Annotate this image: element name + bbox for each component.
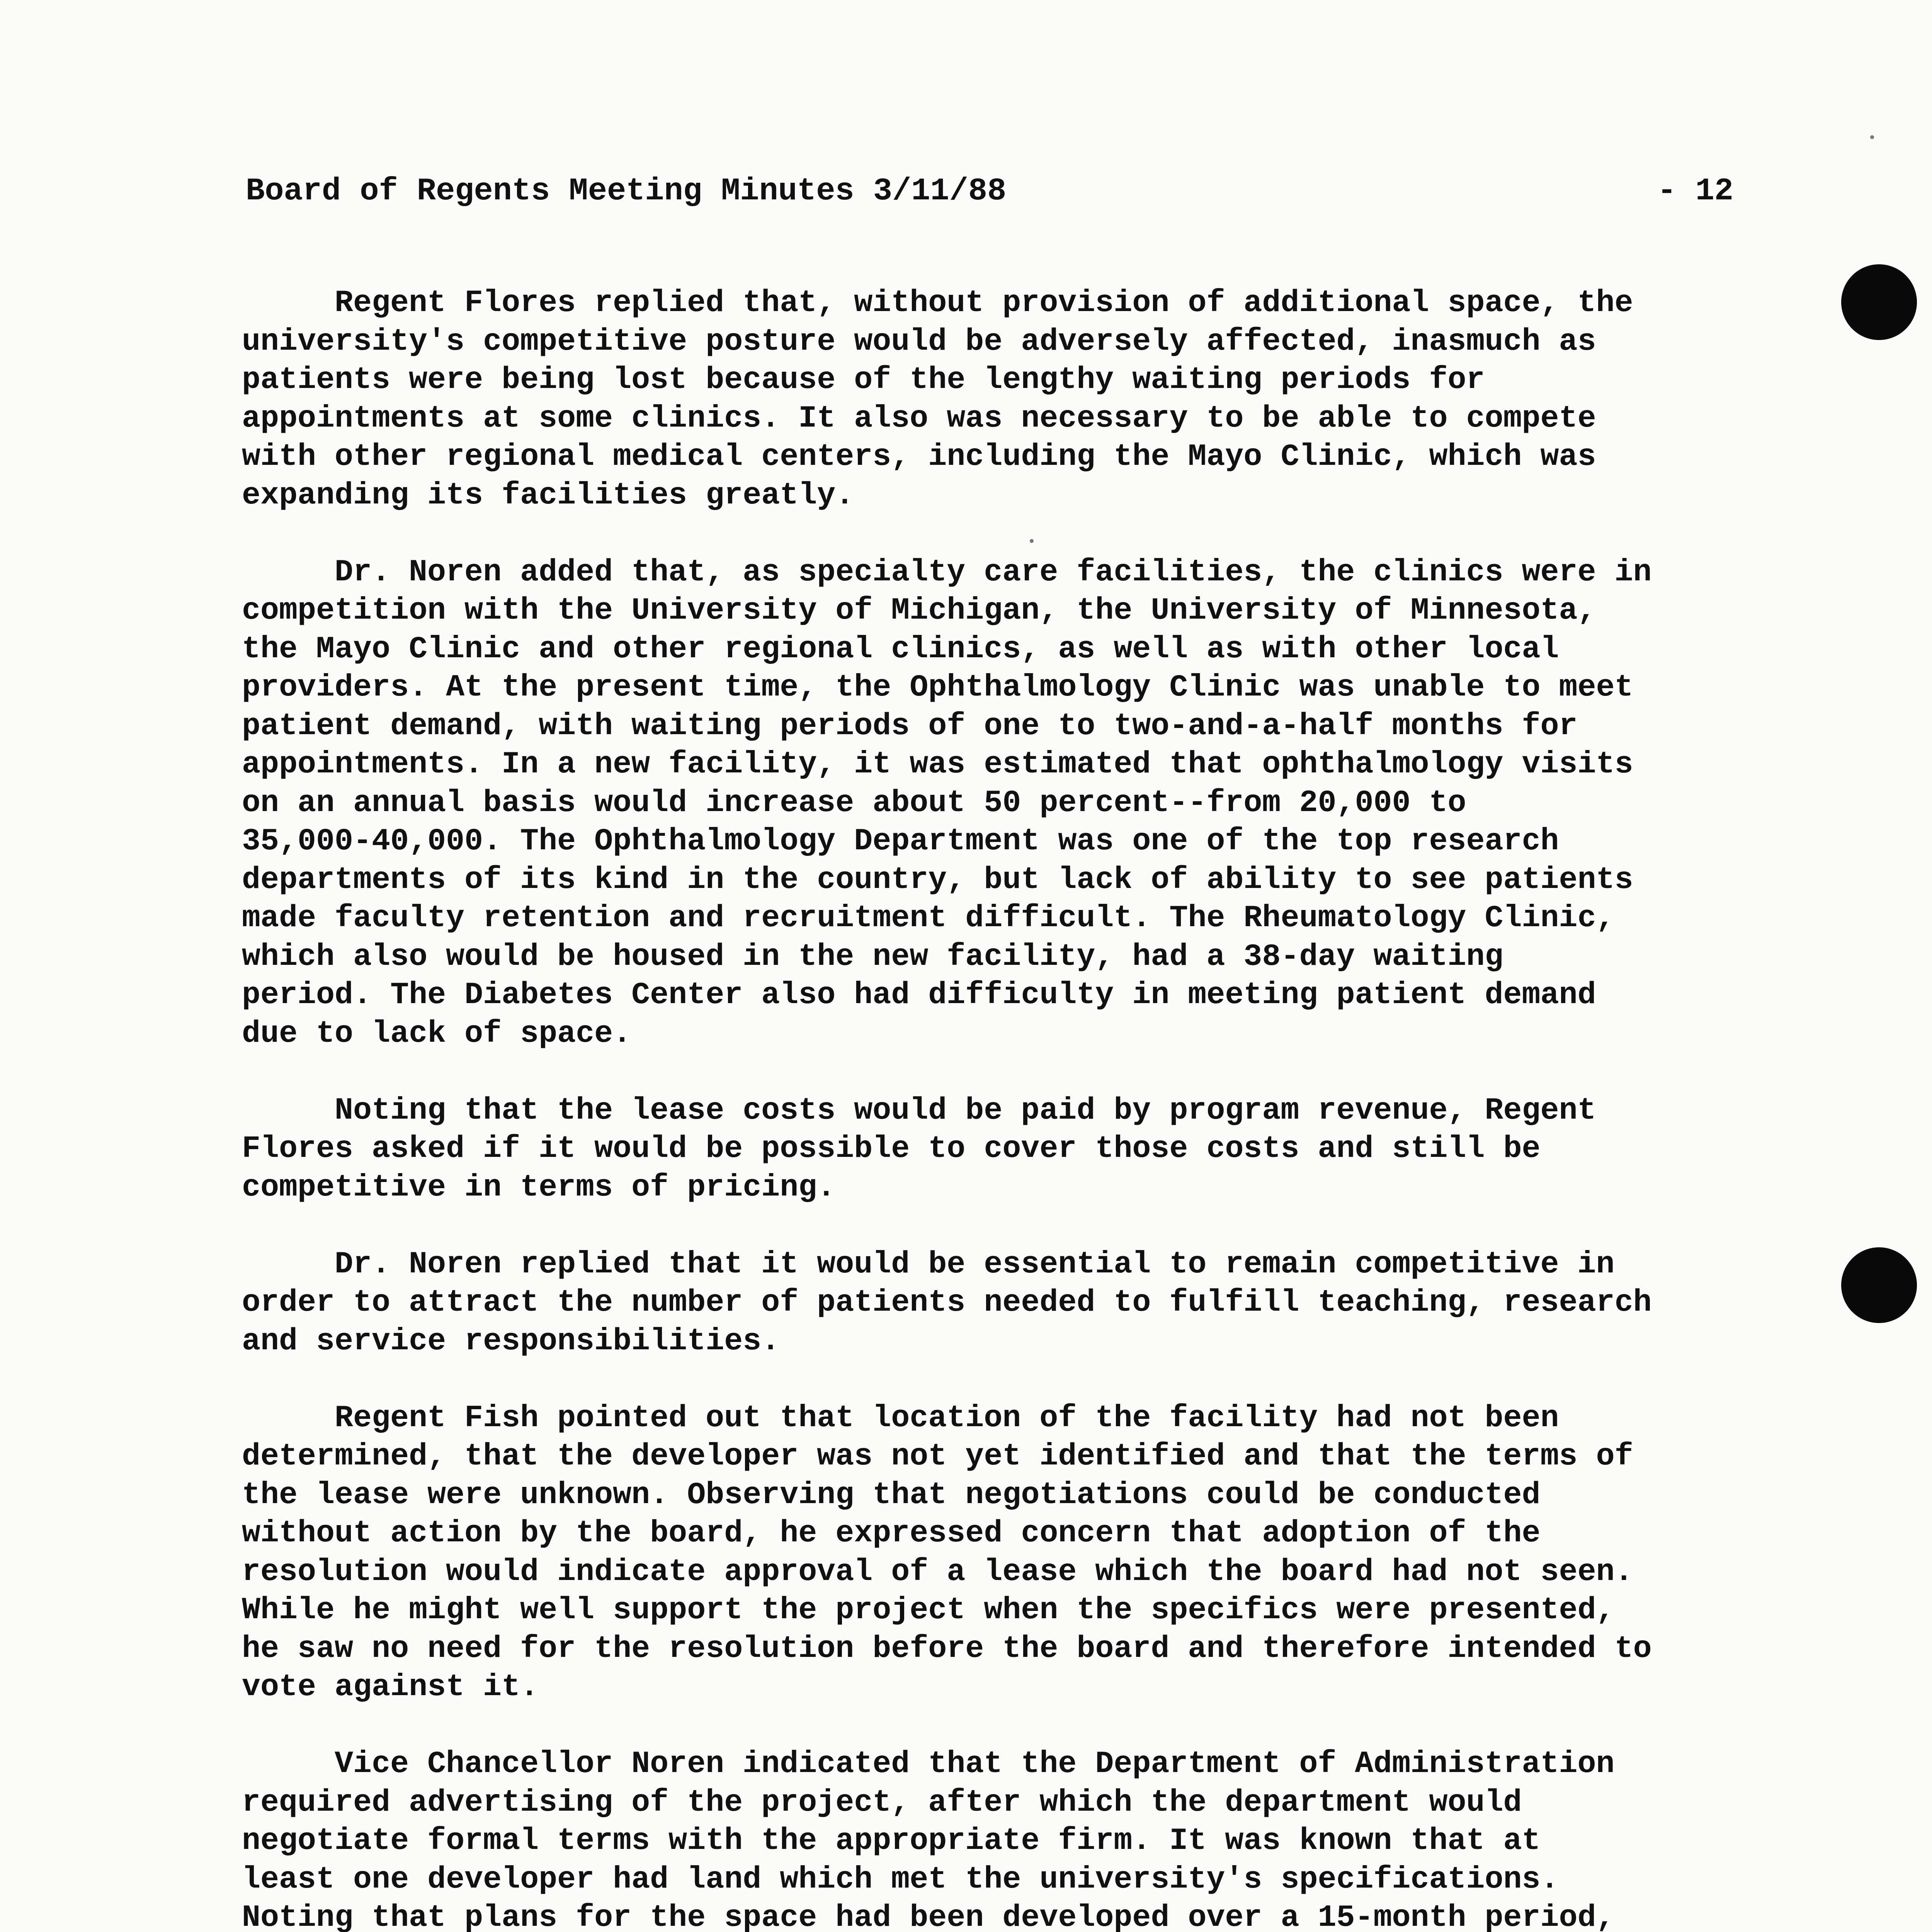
paragraph-flores-reply: Regent Flores replied that, without provision of additional space, the university's competitive posture would be adversely affected, inasmuch as patients were being lost because of the lengthy waiting periods for appointments at some clinics. It also was necessary to be able to compete with other regional medical centers, including the Mayo Clinic, which was expanding its facilities greatly. <box>242 286 1633 513</box>
punch-hole-middle <box>1841 1247 1917 1323</box>
minutes-body <box>242 284 1741 1932</box>
paragraph-noren-advertising: Vice Chancellor Noren indicated that the Department of Administration required advertising of the project, after which the department would negotiate formal terms with the appropriate firm. It was known that at least one developer had land which met the university's specifications. Noting that plans for the space had been developed over a 15-month period, <box>242 1747 1615 1932</box>
header-title: Board of Regents Meeting Minutes 3/11/88 <box>246 173 1007 209</box>
scan-speck <box>1870 135 1874 139</box>
paragraph-fish-concern: Regent Fish pointed out that location of the facility had not been determined, that the developer was not yet identified and that the terms of the lease were unknown. Observing that negotiations could be conducted without action by the board, he expressed concern that adoption of the resolution would indicate approval of a lease which the board had not seen. While he might well support the project when the specifics were presented, he saw no need for the resolution before the board and therefore intended to vote against it. <box>242 1400 1652 1705</box>
paragraph-noren-competition: Dr. Noren added that, as specialty care facilities, the clinics were in competition with the University of Michigan, the University of Minnesota, the Mayo Clinic and other regional clinics, as well as with other local providers. At the present time, the Ophthalmology Clinic was unable to meet patient demand, with waiting periods of one to two-and-a-half months for appointments. In a new facility, it was estimated that ophthalmology visits on an annual basis would increase about 50 percent--from 20,000 to 35,000-40,000. The Ophthalmology Department was one of the top research departments of its kind in the country, but lack of ability to see patients made faculty retention and recruitment difficult. The Rheumatology Clinic, which also would be housed in the new facility, had a 38-day waiting period. The Diabetes Center also had difficulty in meeting patient demand due to lack of space. <box>242 554 1652 1051</box>
scan-speck <box>1030 539 1034 543</box>
page-number: - 12 <box>1657 173 1733 209</box>
paragraph-noren-competitive: Dr. Noren replied that it would be essential to remain competitive in order to attract the number of patients needed to fulfill teaching, research and service responsibilities. <box>242 1247 1652 1359</box>
paragraph-flores-lease-costs: Noting that the lease costs would be paid by program revenue, Regent Flores asked if it would be possible to cover those costs and still be competitive in terms of pricing. <box>242 1093 1596 1205</box>
punch-hole-top <box>1841 264 1917 340</box>
page-header <box>246 170 1733 213</box>
